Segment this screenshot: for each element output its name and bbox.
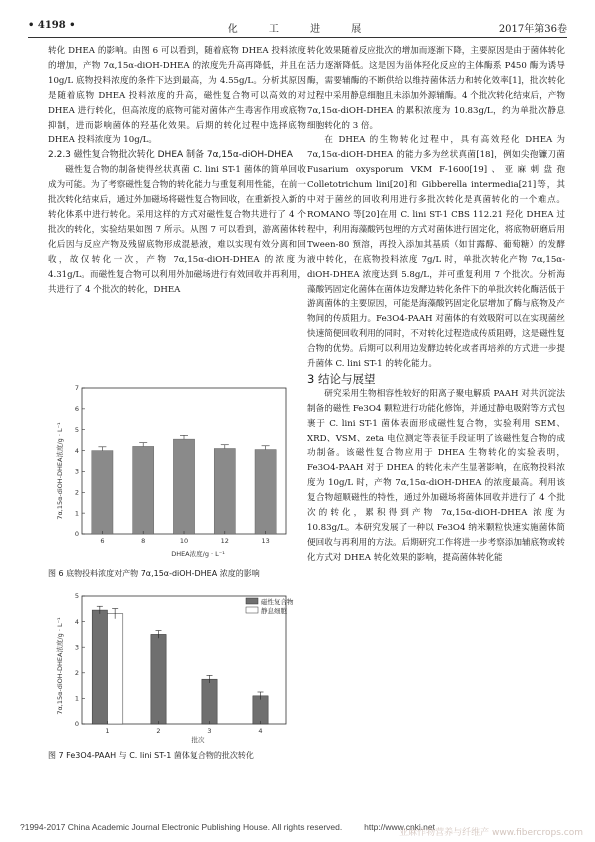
fig7-y-tick-label: 1 <box>74 694 79 703</box>
figure-6 <box>48 376 298 580</box>
figure-7 <box>48 588 298 762</box>
fig6-y-tick-label: 5 <box>74 425 79 434</box>
right-column <box>307 44 565 566</box>
fig6-x-tick-label: 6 <box>100 537 105 545</box>
figure-6-chart <box>48 376 300 566</box>
left-paragraph-1: 转化 DHEA 的影响。由图 6 可以看到，随着底物 DHEA 投料浓度的增加，产物 7α,15α-diOH-DHEA 的浓度先升高再降低，并且在 10g/L 底物投料浓度的条件下达到最高，为 4.55g/L。分析其原因是随着底物 DHEA 投料浓度的升高，磁性复合物可以高效的对 DHEA 进行转化，但高浓度的底物可能对菌体产生毒害作用或底物抑制，进而影响菌体的羟基化效果。后期的转化过程中选择底物 DHEA 投料浓度为 10g/L。 <box>48 46 306 146</box>
fig7-y-tick-label: 5 <box>74 592 79 601</box>
fig6-y-tick-label: 4 <box>74 446 79 455</box>
watermark: 亚麻作物营养与纤维产 www.fibercrops.com <box>399 828 583 838</box>
fig7-bar-magnetic <box>202 679 217 724</box>
fig7-legend-resting: 静息细胞 <box>261 607 287 615</box>
fig7-legend-swatch-resting <box>246 607 258 613</box>
fig7-legend-swatch-magnetic <box>246 598 258 604</box>
fig6-y-tick-label: 7 <box>74 384 79 393</box>
fig6-y-tick-label: 6 <box>74 405 79 414</box>
fig6-bar <box>214 448 235 534</box>
fig7-y-tick-label: 4 <box>74 617 79 626</box>
fig7-x-tick-label: 4 <box>258 727 263 735</box>
fig7-bar-magnetic <box>253 696 268 724</box>
fig7-y-tick-label: 2 <box>74 669 79 677</box>
fig7-x-tick-label: 3 <box>207 727 212 735</box>
section-heading-2-2-3: 2.2.3 磁性复合物批次转化 DHEA 制备 7α,15α-diOH-DHEA <box>48 150 293 161</box>
page-header <box>28 20 567 36</box>
fig7-bar-resting <box>108 614 123 724</box>
fig7-x-tick-label: 1 <box>105 727 110 735</box>
fig6-bar <box>173 439 194 534</box>
page-number: • 4198 • <box>28 20 76 31</box>
left-paragraph-2: 磁性复合物的制备使得丝状真菌 C. lini ST-1 菌体的简单回收成为可能。为了考察磁性复合物的转化能力与重复利用性能，在前一批次转化结束后，通过外加磁场将磁性复合物回收，在重新投入新的转化体系中进行转化。采用这样的方式对磁性复合物共进行了 4 个批次的转化，实验结果如图 7 所示。从图 7 可以看到，游离菌体转化后因与反应产物及残留底物形成混悬液，难以实现有效分离和回收，故仅转化一次，产物 7α,15α-diOH-DHEA 的浓度为 4.31g/L。而磁性复合物可以利用外加磁场进行有效回收并再利用，共进行了 4 个批次的转化，DHEA <box>48 165 306 295</box>
copyright-notice: ?1994-2017 China Academic Journal Electronic Publishing House. All rights reserved. <box>20 822 343 832</box>
fig6-y-tick-label: 0 <box>74 530 79 539</box>
fig7-x-tick-label: 2 <box>156 727 161 735</box>
issue-info: 2017年第36卷 <box>498 24 567 35</box>
right-paragraph-2: 在 DHEA 的生物转化过程中，具有高效羟化 DHEA 为 7α,15α-diOH-DHEA 的能力多为丝状真菌[18]，例如尖孢镰刀菌 Fusarium oxysporum VKM F-1600[19]、亚麻刺盘孢 Colletotrichum lini[20]和 Gibberella intermedia[21]等，其中对于菌丝的回收利用进行多批次转化是真菌转化的一个难点。ROMANO 等[20]在用 C. lini ST-1 CBS 112.21 羟化 DHEA 过程中，利用海藻酸钙包埋的方式对菌体进行固定化，将底物研磨后用 Tween-80 预溶，再投入添加其基质（如甘露醇、葡萄糖）的发酵液中转化，在底物投料浓度 7g/L 时，单批次转化产物 7α,15α-diOH-DHEA 浓度达到 5.8g/L，并可重复利用 7 个批次。分析海藻酸钙固定化菌体在菌体边发酵边转化条件下的单批次转化酶活低于游离菌体的主要原因，可能是海藻酸钙固定化层增加了酶与底物及产物间的传质阻力。Fe3O4-PAAH 对菌体的有效吸附可以在实现菌丝快速简便回收利用的同时，不对转化过程造成传质阻碍，这是磁性复合物的优势。后期可以利用边发酵边转化或者再培养的方式进一步提升菌体 C. lini ST-1 的转化能力。 <box>307 135 565 370</box>
fig6-bar <box>255 450 276 534</box>
figure-6-caption: 图 6 底物投料浓度对产物 7α,15α-diOH-DHEA 浓度的影响 <box>48 569 260 578</box>
figure-7-caption: 图 7 Fe3O4-PAAH 与 C. lini ST-1 菌体复合物的批次转化 <box>48 751 254 760</box>
fig6-y-axis-label: 7α,15α-diOH-DHEA浓度/g · L⁻¹ <box>56 422 64 520</box>
fig6-y-tick-label: 1 <box>74 509 79 518</box>
header-rule <box>28 37 567 38</box>
fig6-x-axis-label: DHEA浓度/g · L⁻¹ <box>171 550 225 558</box>
section-heading-3: 3 结论与展望 <box>307 371 376 386</box>
fig7-y-tick-label: 0 <box>74 720 79 729</box>
fig6-bar <box>92 451 113 534</box>
fig6-x-tick-label: 10 <box>179 537 189 545</box>
fig6-x-tick-label: 8 <box>141 537 146 545</box>
right-paragraph-1: 转化效果随着反应批次的增加而逐渐下降，主要原因是由于菌体转化活力逐渐降低。这是因为甾体羟化反应的主体酶系 P450 酶为诱导酶，需要辅酶的不断供给以维持菌体活力和转化效率[1]，批次转化过程中采用静息细胞且未添加外源辅酶。4 个批次转化结束后，产物 7α,15α-diOH-DHEA 的累积浓度为 10.83g/L，约为单批次静息细胞转化的 3 倍。 <box>307 46 565 131</box>
fig7-y-axis-label: 7α,15α-diOH-DHEA浓度/g · L⁻¹ <box>56 617 64 715</box>
fig7-x-axis-label: 批次 <box>191 736 205 744</box>
fig6-x-tick-label: 12 <box>220 537 229 545</box>
fig6-bar <box>133 446 154 534</box>
fig6-y-tick-label: 2 <box>74 488 79 497</box>
left-column <box>48 44 306 297</box>
fig7-y-tick-label: 3 <box>74 643 79 652</box>
fig7-bar-magnetic <box>151 634 166 724</box>
right-paragraph-3: 研究采用生物相容性较好的阳离子聚电解质 PAAH 对共沉淀法制备的磁性 Fe3O4 颗粒进行功能化修饰，并通过静电吸附等方式包裹于 C. lini ST-1 菌体表面形成磁性复合物，实验利用 SEM、XRD、VSM、zeta 电位测定等表征手段证明了该磁性复合物的成功制备。该磁性复合物应用于 DHEA 生物转化的实验表明，Fe3O4-PAAH 对于 DHEA 的转化未产生显著影响，在底物投料浓度为 10g/L 时，产物 7α,15α-diOH-DHEA 的浓度最高。利用该复合物超顺磁性的特性，通过外加磁场将菌体回收并进行了 4 个批次的转化，累积得到产物 7α,15α-diOH-DHEA 浓度为 10.83g/L。本研究发展了一种以 Fe3O4 纳米颗粒快速实施菌体简便回收与再利用的方法。后期研究工作将进一步考察添加辅底物或转化方式对 DHEA 转化效果的影响，提高菌体转化能 <box>307 388 565 563</box>
fig6-x-tick-label: 13 <box>261 537 270 545</box>
figure-7-chart <box>48 588 300 748</box>
fig7-bar-magnetic <box>92 610 107 724</box>
fig6-y-tick-label: 3 <box>74 467 79 476</box>
cnki-url: http://www.cnki.net <box>364 822 435 832</box>
fig7-legend-magnetic: 磁性复合物 <box>261 598 294 606</box>
journal-name: 化 工 进 展 <box>227 24 376 35</box>
